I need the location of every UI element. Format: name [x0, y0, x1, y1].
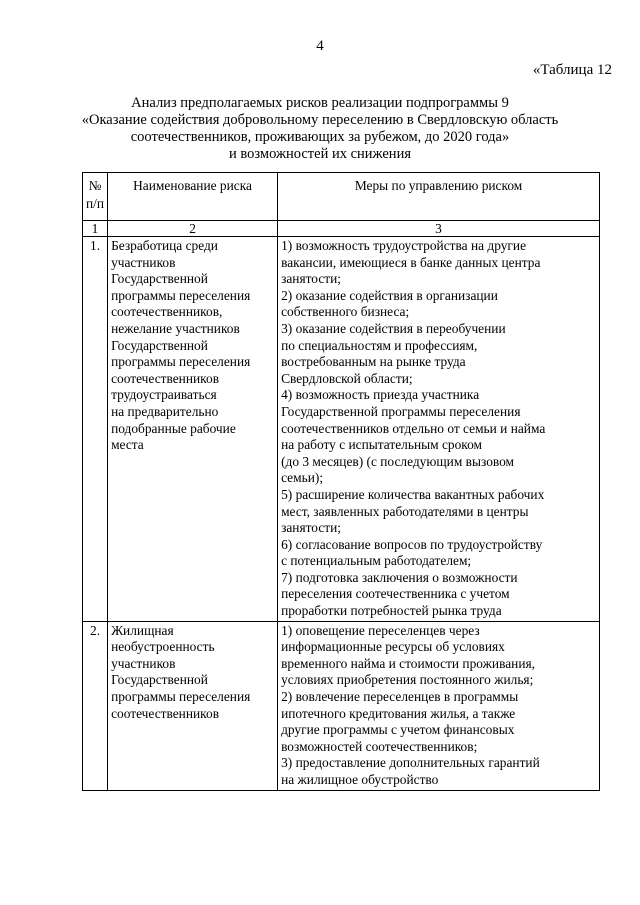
cell-text-line: переселения соотечественника с учетом [281, 586, 510, 602]
table-row [83, 621, 600, 790]
header-num [83, 173, 108, 221]
page-number: 4 [316, 38, 324, 54]
cell-text-line: Государственной [111, 271, 208, 287]
cell-text-line: программы переселения [111, 354, 251, 370]
cell-text-line: по специальностям и профессиям, [281, 337, 478, 353]
cell-text-line: Государственной программы переселения [281, 403, 521, 419]
cell-text-line: 5) расширение количества вакантных рабочих [281, 486, 545, 502]
cell-text-line: на предварительно [111, 403, 219, 419]
title-line: соотечественников, проживающих за рубежом, до 2020 года» [130, 129, 510, 145]
cell-text-line: с потенциальным работодателем; [281, 553, 472, 569]
cell-text-line: мест, заявленных работодателями в центры [281, 503, 529, 519]
cell-text-line: 3) оказание содействия в переобучении [281, 320, 506, 336]
column-number-2: 2 [108, 221, 278, 237]
row-number: 2. [83, 621, 108, 790]
cell-text-line: информационные ресурсы об условиях [281, 639, 505, 655]
cell-text-line: Свердловской области; [281, 370, 413, 386]
cell-text-line: места [111, 437, 144, 453]
cell-text-line: 6) согласование вопросов по трудоустройству [281, 536, 543, 552]
cell-text-line: программы переселения [111, 287, 251, 303]
cell-text-line: временного найма и стоимости проживания, [281, 655, 535, 671]
cell-text-line: соотечественников, [111, 304, 223, 320]
cell-text-line: соотечественников [111, 705, 220, 721]
cell-text-line: 1) возможность трудоустройства на другие [281, 238, 527, 253]
cell-text-line: 1) оповещение переселенцев через [281, 622, 480, 638]
cell-text-line: ипотечного кредитования жилья, а также [281, 705, 516, 721]
cell-text-line: (до 3 месяцев) (с последующим вызовом [281, 453, 515, 469]
cell-text-line: соотечественников [111, 370, 220, 386]
measures-cell [278, 621, 600, 790]
risk-table [82, 172, 600, 791]
cell-text-line: Безработица среди [111, 238, 218, 253]
title-line: Анализ предполагаемых рисков реализации подпрограммы 9 [131, 95, 509, 111]
header-num-line1: № [88, 178, 102, 193]
cell-text-line: 4) возможность приезда участника [281, 387, 480, 403]
cell-text-line: занятости; [281, 520, 342, 536]
cell-text-line: востребованным на рынке труда [281, 354, 466, 370]
cell-text-line: семьи); [281, 470, 324, 486]
cell-text-line: другие программы с учетом финансовых [281, 722, 515, 738]
cell-text-line: вакансии, имеющиеся в банке данных центра [281, 254, 541, 270]
cell-text-line: 2) вовлечение переселенцев в программы [281, 689, 519, 705]
header-measures: Меры по управлению риском [278, 173, 600, 221]
cell-text-line: 3) предоставление дополнительных гарантий [281, 755, 540, 771]
cell-text-line: 2) оказание содействия в организации [281, 287, 498, 303]
cell-text-line: подобранные рабочие [111, 420, 236, 436]
table-label: «Таблица 12 [532, 62, 612, 78]
header-row [83, 173, 600, 221]
cell-text-line: условиях приобретения постоянного жилья; [281, 672, 534, 688]
title-line: и возможностей их снижения [229, 146, 411, 162]
cell-text-line: на жилищное обустройство [281, 772, 439, 787]
cell-text-line: Жилищная [111, 622, 174, 638]
column-number-row [83, 221, 600, 237]
cell-text-line: 7) подготовка заключения о возможности [281, 569, 518, 585]
cell-text-line: Государственной [111, 672, 208, 688]
cell-text-line: на работу с испытательным сроком [281, 437, 483, 453]
measures-cell [278, 237, 600, 622]
cell-text-line: участников [111, 655, 176, 671]
cell-text-line: возможностей соотечественников; [281, 738, 478, 754]
table-row [83, 237, 600, 622]
document-title [60, 95, 580, 163]
risk-name-cell [108, 621, 278, 790]
cell-text-line: трудоустраиваться [111, 387, 217, 403]
cell-text-line: программы переселения [111, 689, 251, 705]
cell-text-line: Государственной [111, 337, 208, 353]
cell-text-line: занятости; [281, 271, 342, 287]
header-risk: Наименование риска [108, 173, 278, 221]
header-num-line2: п/п [86, 196, 105, 211]
cell-text-line: участников [111, 254, 176, 270]
column-number-1: 1 [83, 221, 108, 237]
cell-text-line: необустроенность [111, 639, 215, 655]
cell-text-line: нежелание участников [111, 320, 240, 336]
title-line: «Оказание содействия добровольному переселению в Свердловскую область [81, 112, 559, 128]
cell-text-line: соотечественников отдельно от семьи и найма [281, 420, 546, 436]
risk-name-cell [108, 237, 278, 622]
column-number-3: 3 [278, 221, 600, 237]
cell-text-line: собственного бизнеса; [281, 304, 410, 320]
row-number: 1. [83, 237, 108, 622]
cell-text-line: проработки потребностей рынка труда [281, 603, 502, 619]
